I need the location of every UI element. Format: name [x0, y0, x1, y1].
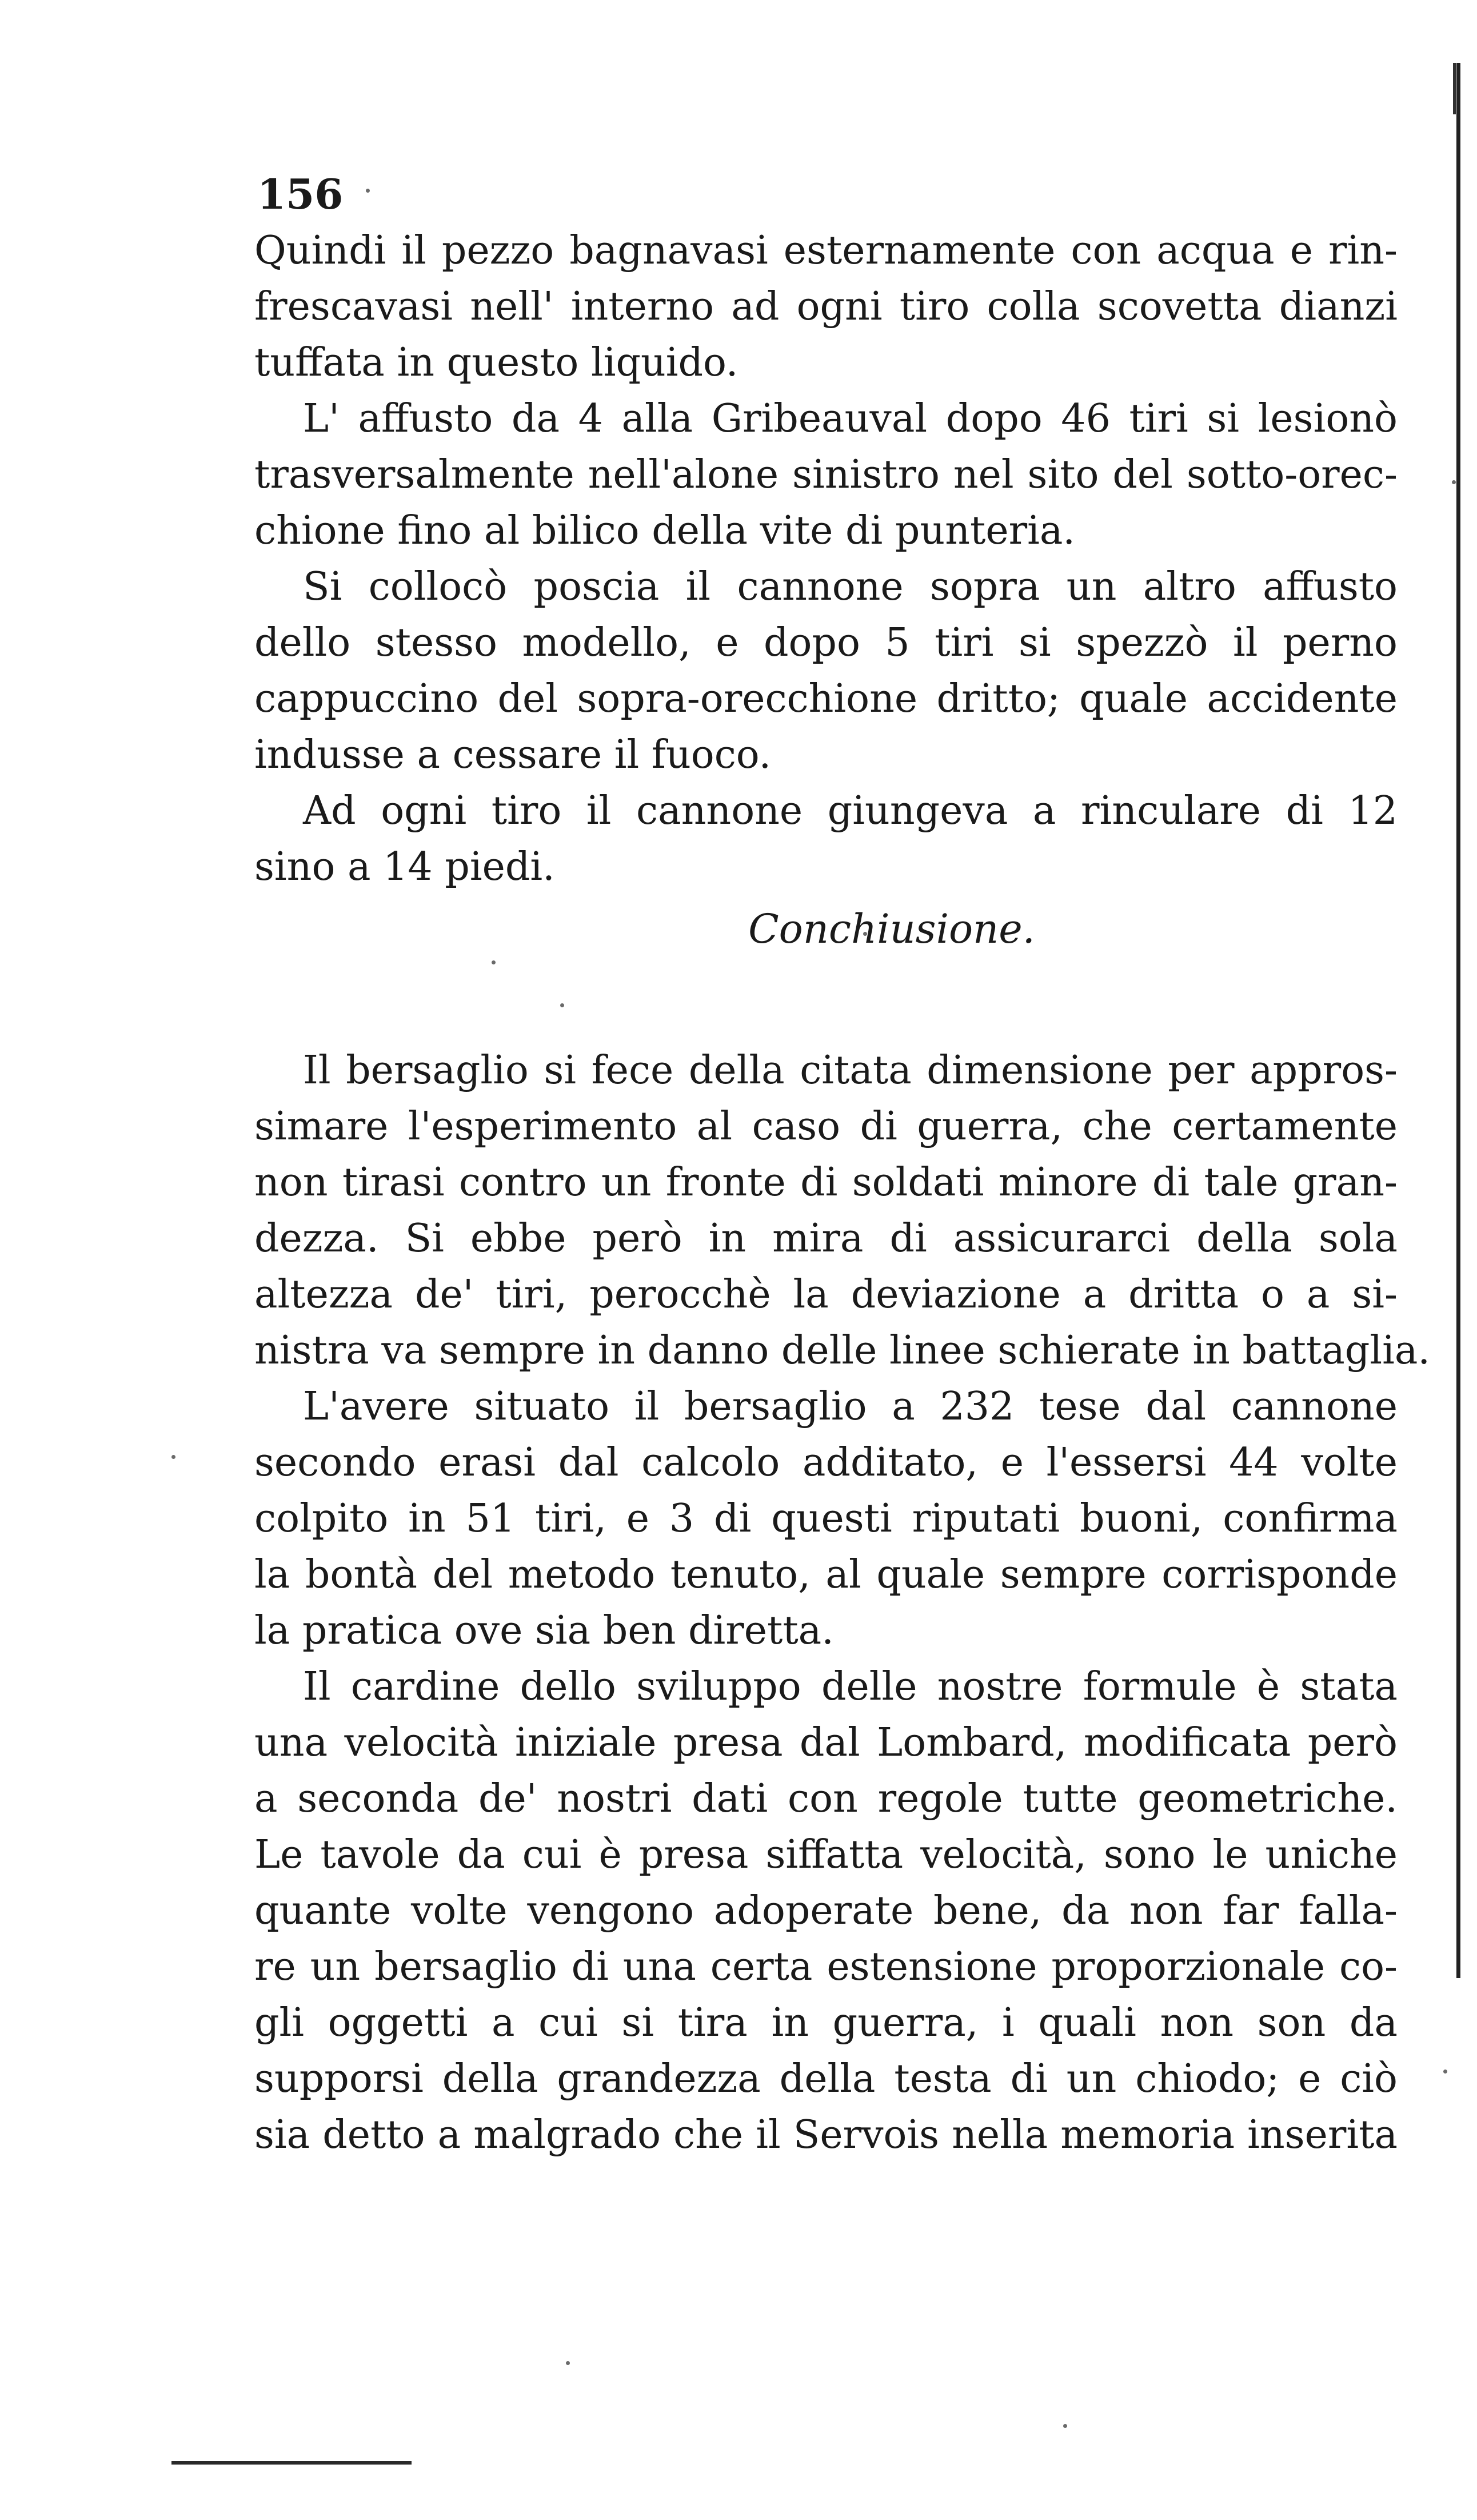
text-line: chione fino al bilico della vite di punteria. — [254, 508, 1076, 553]
text-line: Il bersaglio si fece della citata dimensione per appros- — [303, 1048, 1398, 1093]
text-line: quante volte vengono adoperate bene, da non far falla- — [254, 1888, 1398, 1933]
text-line: la pratica ove sia ben diretta. — [254, 1608, 834, 1653]
page-edge-line — [1456, 63, 1460, 1978]
text-line: a seconda de' nostri dati con regole tutte geometriche. — [254, 1776, 1398, 1821]
text-line: sia detto a malgrado che il Servois nella memoria inserita — [254, 2112, 1398, 2158]
text-line: sino a 14 piedi. — [254, 844, 555, 890]
text-line: una velocità iniziale presa dal Lombard, modificata però — [254, 1720, 1398, 1765]
text-line: dezza. Si ebbe però in mira di assicurarci della sola — [254, 1216, 1398, 1261]
text-line: Si collocò poscia il cannone sopra un altro affusto — [303, 564, 1398, 609]
speck — [171, 1455, 175, 1459]
text-line: dello stesso modello, e dopo 5 tiri si spezzò il perno — [254, 620, 1398, 665]
page-edge-shadow — [1453, 63, 1456, 114]
speck — [1443, 2070, 1447, 2074]
text-line: Quindi il pezzo bagnavasi esternamente con acqua e rin- — [254, 228, 1398, 273]
text-line: altezza de' tiri, perocchè la deviazione a dritta o a si- — [254, 1272, 1398, 1317]
text-line: simare l'esperimento al caso di guerra, che certamente — [254, 1104, 1398, 1149]
text-line: nistra va sempre in danno delle linee schierate in battaglia. — [254, 1328, 1430, 1373]
speck — [366, 189, 370, 193]
page-number: 156 — [257, 170, 344, 218]
text-line: tuffata in questo liquido. — [254, 340, 739, 385]
text-line: secondo erasi dal calcolo additato, e l'essersi 44 volte — [254, 1440, 1398, 1485]
text-line: Ad ogni tiro il cannone giungeva a rinculare di 12 — [303, 788, 1398, 834]
text-line: la bontà del metodo tenuto, al quale sempre corrisponde — [254, 1552, 1398, 1597]
section-heading: Conchiusione. — [748, 906, 1035, 952]
text-line: Il cardine dello sviluppo delle nostre formule è stata — [303, 1664, 1398, 1709]
speck — [1452, 480, 1456, 484]
speck — [566, 2361, 570, 2365]
text-line: Le tavole da cui è presa siffatta velocità, sono le uniche — [254, 1832, 1398, 1877]
text-line: L' affusto da 4 alla Gribeauval dopo 46 tiri si lesionò — [303, 396, 1398, 441]
body-text — [254, 223, 1430, 2163]
text-line: gli oggetti a cui si tira in guerra, i quali non son da — [254, 2000, 1398, 2045]
bottom-rule — [171, 2461, 412, 2465]
text-line: trasversalmente nell'alone sinistro nel sito del sotto-orec- — [254, 452, 1398, 497]
text-line: indusse a cessare il fuoco. — [254, 732, 772, 777]
text-line: L'avere situato il bersaglio a 232 tese dal cannone — [303, 1384, 1398, 1429]
text-line: supporsi della grandezza della testa di un chiodo; e ciò — [254, 2056, 1398, 2102]
text-line: frescavasi nell' interno ad ogni tiro colla scovetta dianzi — [254, 284, 1398, 329]
text-line: non tirasi contro un fronte di soldati minore di tale gran- — [254, 1160, 1398, 1205]
text-line: cappuccino del sopra-orecchione dritto; quale accidente — [254, 676, 1398, 721]
text-line: colpito in 51 tiri, e 3 di questi riputati buoni, confirma — [254, 1496, 1398, 1541]
speck — [1063, 2424, 1067, 2428]
text-line: re un bersaglio di una certa estensione proporzionale co- — [254, 1944, 1398, 1989]
